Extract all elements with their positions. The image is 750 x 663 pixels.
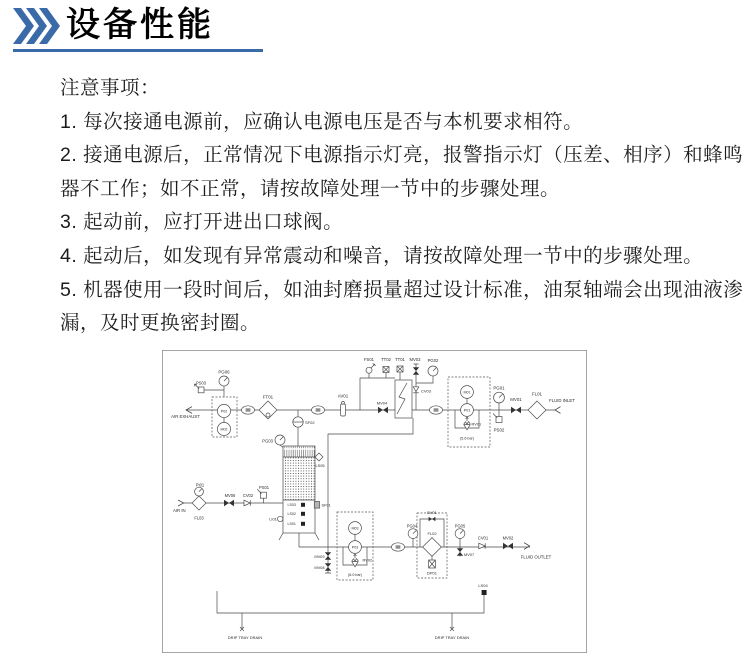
mv03-label: MV03	[409, 357, 421, 362]
sf02-label: SF02	[305, 419, 315, 425]
ls02-switch	[301, 512, 305, 516]
pg06-label: PG06	[218, 369, 230, 375]
note-heading: 注意事项：	[60, 77, 161, 99]
note-line: 4. 起动后，如发现有异常震动和噪音，请按故障处理一节中的步骤处理。	[60, 244, 704, 267]
pg01-label: PG01	[493, 385, 505, 391]
pg02-gauge-icon	[428, 366, 438, 376]
note-line: 3. 起动前，应打开进出口球阀。	[60, 211, 344, 234]
flex-connector-icon	[392, 543, 405, 551]
chevrons-icon	[13, 8, 61, 44]
flex-connector-icon	[242, 406, 255, 414]
mv04-label: MV04	[376, 400, 388, 406]
pg04-label: PG04	[406, 523, 418, 529]
mv09-label: MV09	[314, 554, 325, 559]
title-underline	[13, 49, 263, 52]
heat-exchanger	[395, 380, 412, 418]
pg02-label: PG02	[427, 358, 439, 363]
mv08-label: MV08	[314, 565, 325, 570]
pid-diagram	[162, 350, 587, 653]
tt02-transmitter-icon	[383, 367, 389, 373]
p02-label: P02	[220, 409, 228, 414]
tank-packing	[283, 457, 314, 500]
note-line: 5. 机器使用一段时间后，如油封磨损量超过设计标准，油泵轴端会出现油液渗	[60, 278, 744, 301]
pg05-label: PG05	[454, 523, 466, 529]
air-in-label: AIR IN	[173, 507, 186, 513]
air-exhaust-label: AIR EXHAUST	[171, 413, 200, 419]
fl01-label: FL01	[531, 391, 543, 397]
m01-label: M01	[463, 390, 471, 395]
li01-label: LI01	[269, 516, 277, 522]
m02-label: M02	[220, 427, 228, 432]
ls05-label: LS05	[315, 463, 325, 468]
rv01-label: RV01	[471, 421, 482, 427]
fl02-label: FL02	[427, 531, 437, 537]
li01-indicator	[278, 516, 283, 521]
ls01-switch	[301, 522, 305, 526]
mv01-label: MV01	[510, 397, 522, 402]
fs01-label: FS01	[363, 357, 375, 362]
mv02-label: MV02	[502, 535, 514, 541]
sf02-sight-glass-icon	[293, 417, 303, 427]
sf01-label: SF01	[321, 502, 331, 508]
note-line: 2. 接通电源后，正常情况下电源指示灯亮，报警指示灯（压差、相序）和蜂鸣	[60, 144, 744, 167]
dp01-indicator-icon	[429, 560, 436, 568]
sf01-sight-glass	[314, 502, 319, 509]
ls04-label: LS04	[478, 583, 488, 588]
ls03-label: LS03	[287, 503, 296, 508]
ls01-label: LS01	[287, 522, 296, 527]
fluid-outlet-label: FLUID OUTLET	[520, 554, 552, 560]
note-line: 1. 每次接通电源前，应确认电源电压是否与本机要求相符。	[60, 110, 584, 133]
pg01-gauge-icon	[494, 392, 505, 403]
fluid-inlet-label: FLUID INLET	[549, 398, 575, 403]
pg04-gauge-icon	[408, 529, 418, 539]
pi01-label: PI01	[195, 482, 205, 488]
note-line: 器不工作；如不正常，请按故障处理一节中的步骤处理。	[60, 177, 561, 200]
ft01-label: FT01	[262, 394, 274, 400]
ls03-switch	[301, 503, 305, 507]
rv02-label: RV02	[362, 557, 373, 563]
mv07-label: MV07	[464, 551, 475, 557]
ps02-label: PS02	[493, 427, 505, 433]
flex-connector-icon	[430, 406, 443, 414]
cv02-label: CV02	[242, 493, 254, 499]
fl03-label: FL03	[194, 515, 204, 521]
rv02-setting-label: (8.0 bar)	[348, 572, 362, 577]
tank-distributor	[283, 446, 314, 457]
tt01-label: TT01	[395, 357, 405, 362]
pg03-gauge-icon	[275, 435, 285, 445]
drip-tray-drain-left-label: DRIP TRAY DRAIN	[227, 635, 263, 640]
ps01-label: PS01	[258, 485, 270, 490]
tt01-transmitter-icon	[397, 366, 403, 372]
cv03-label: CV03	[421, 388, 432, 394]
bv01-label: BV01	[427, 510, 437, 515]
drip-tray-drain-right-label: DRIP TRAY DRAIN	[434, 635, 470, 640]
ls04-switch-icon	[482, 590, 487, 595]
p03-label: P03	[351, 545, 359, 550]
page-title: 设备性能	[66, 6, 214, 44]
ps03-label: PS03	[195, 380, 207, 386]
p01-label: P01	[463, 408, 471, 413]
mv06-label: MV06	[224, 493, 236, 499]
notes-section	[60, 72, 744, 341]
pg05-gauge-icon	[455, 529, 465, 539]
ls02-label: LS02	[287, 512, 296, 517]
m03-label: M03	[351, 526, 359, 531]
flex-connector-icon	[312, 406, 325, 414]
note-line: 漏，及时更换密封圈。	[60, 312, 261, 335]
tt02-label: TT02	[381, 357, 391, 362]
pg06-gauge-icon	[219, 376, 229, 386]
rv01-setting-label: (5.6 bar)	[460, 436, 474, 441]
pi01-gauge-icon	[195, 487, 204, 496]
dp01-label: DP01	[426, 570, 438, 576]
cv01-label: CV01	[477, 535, 489, 541]
pg03-label: PG03	[262, 438, 273, 444]
av01-label: AV01	[337, 393, 349, 399]
